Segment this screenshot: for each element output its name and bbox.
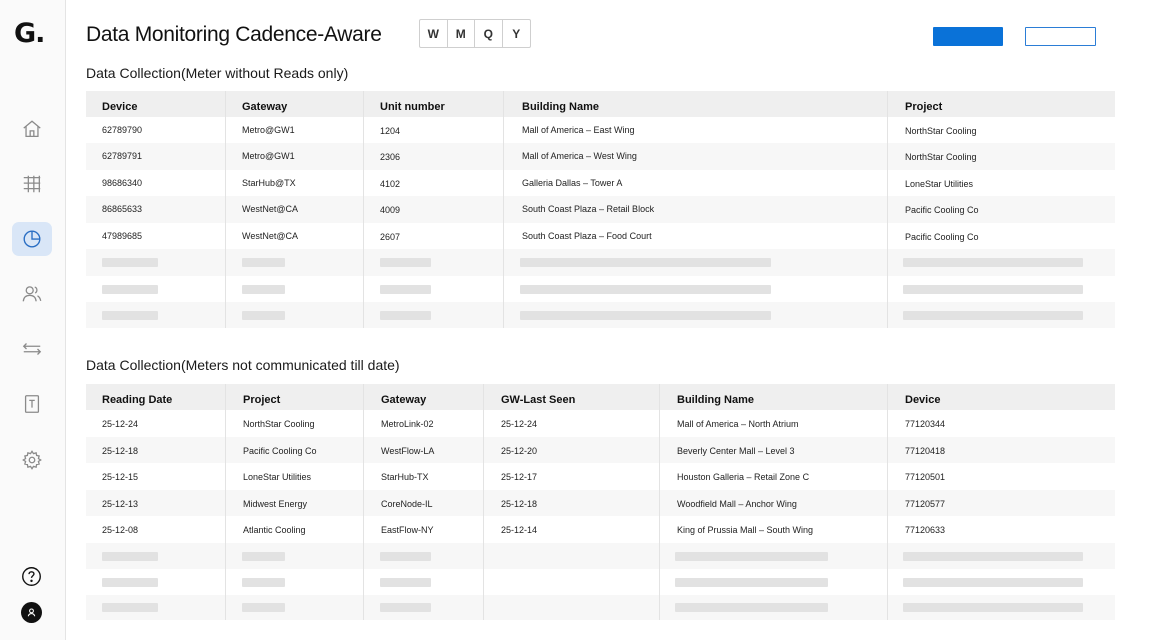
cell-text: 2607 xyxy=(380,232,401,242)
placeholder-cell xyxy=(887,595,1115,620)
placeholder-cell xyxy=(659,595,887,620)
placeholder-cell xyxy=(887,543,1115,569)
cell-text: EastFlow-NY xyxy=(381,525,434,535)
placeholder-cell xyxy=(503,249,887,276)
column-header-label: Gateway xyxy=(381,394,427,406)
table-cell xyxy=(363,143,503,170)
grid-icon[interactable] xyxy=(12,167,52,201)
column-header[interactable] xyxy=(483,384,659,410)
table-header-row xyxy=(86,384,1115,410)
table-cell xyxy=(887,463,1115,490)
placeholder-cell xyxy=(503,276,887,302)
period-month-button[interactable]: M xyxy=(448,20,476,47)
placeholder-row xyxy=(86,543,1115,569)
loading-skeleton xyxy=(520,258,771,267)
cell-text: CoreNode-IL xyxy=(381,499,433,509)
column-header-label: Unit number xyxy=(380,101,445,113)
table-cell xyxy=(225,437,363,463)
placeholder-cell xyxy=(363,543,483,569)
cell-text: 2306 xyxy=(380,152,401,162)
placeholder-row xyxy=(86,302,1115,328)
loading-skeleton xyxy=(102,578,158,587)
cell-text: 4009 xyxy=(380,205,401,215)
placeholder-cell xyxy=(887,302,1115,328)
placeholder-cell xyxy=(225,595,363,620)
loading-skeleton xyxy=(242,311,285,320)
table-cell xyxy=(363,437,483,463)
placeholder-cell xyxy=(225,569,363,595)
pie-chart-icon[interactable] xyxy=(12,222,52,256)
cell-text: Pacific Cooling Co xyxy=(243,446,317,456)
placeholder-row xyxy=(86,249,1115,276)
column-header[interactable] xyxy=(659,384,887,410)
loading-skeleton xyxy=(520,285,771,294)
placeholder-cell xyxy=(225,276,363,302)
column-header[interactable] xyxy=(86,384,225,410)
period-quarter-button[interactable]: Q xyxy=(475,20,503,47)
table-cell xyxy=(86,143,225,170)
table-cell xyxy=(225,463,363,490)
loading-skeleton xyxy=(102,258,158,267)
table-cell xyxy=(363,410,483,437)
table-row[interactable] xyxy=(86,143,1115,170)
placeholder-cell xyxy=(887,249,1115,276)
loading-skeleton xyxy=(903,552,1083,561)
cell-text: Mall of America – East Wing xyxy=(522,125,635,135)
placeholder-cell xyxy=(86,543,225,569)
table-cell xyxy=(225,410,363,437)
cell-text: 4102 xyxy=(380,179,401,189)
table-cell xyxy=(659,516,887,543)
table-cell xyxy=(483,516,659,543)
cell-text: WestNet@CA xyxy=(242,204,298,214)
cell-text: 25-12-08 xyxy=(102,525,139,535)
table-cell xyxy=(86,437,225,463)
column-header-label: Device xyxy=(102,101,138,113)
table-cell xyxy=(225,223,363,249)
cell-text: WestFlow-LA xyxy=(381,446,435,456)
cell-text: South Coast Plaza – Retail Block xyxy=(522,204,655,214)
placeholder-cell xyxy=(225,543,363,569)
cell-text: Mall of America – West Wing xyxy=(522,151,637,161)
secondary-action-button[interactable] xyxy=(1025,27,1096,46)
cell-text: Pacific Cooling Co xyxy=(905,205,979,215)
cell-text: LoneStar Utilities xyxy=(243,472,312,482)
cell-text: Mall of America – North Atrium xyxy=(677,419,799,429)
column-header[interactable] xyxy=(225,91,363,117)
cell-text: Midwest Energy xyxy=(243,499,308,509)
placeholder-row xyxy=(86,276,1115,302)
cell-text: 77120344 xyxy=(905,419,946,429)
column-header-label: Building Name xyxy=(522,101,600,113)
period-week-button[interactable]: W xyxy=(420,20,448,47)
placeholder-cell xyxy=(483,569,659,595)
table-cell xyxy=(483,437,659,463)
placeholder-cell xyxy=(363,302,503,328)
users-icon[interactable] xyxy=(12,277,52,311)
table-cell xyxy=(503,223,887,249)
table-row[interactable] xyxy=(86,516,1115,543)
placeholder-row xyxy=(86,595,1115,620)
table-cell xyxy=(363,170,503,196)
loading-skeleton xyxy=(903,578,1083,587)
table-cell xyxy=(86,196,225,223)
placeholder-cell xyxy=(659,543,887,569)
table-cell xyxy=(86,490,225,516)
cell-text: 77120633 xyxy=(905,525,946,535)
table-cell xyxy=(225,490,363,516)
table-cell xyxy=(659,437,887,463)
table-cell xyxy=(659,410,887,437)
home-icon[interactable] xyxy=(12,112,52,146)
table-cell xyxy=(887,410,1115,437)
placeholder-cell xyxy=(86,276,225,302)
table-cell xyxy=(483,490,659,516)
table-cell xyxy=(887,490,1115,516)
column-header[interactable] xyxy=(86,91,225,117)
table-cell xyxy=(887,516,1115,543)
table-cell xyxy=(483,463,659,490)
avatar[interactable] xyxy=(20,601,43,624)
table-cell xyxy=(363,196,503,223)
table-cell xyxy=(86,117,225,143)
loading-skeleton xyxy=(903,603,1083,612)
placeholder-cell xyxy=(483,595,659,620)
table-cell xyxy=(363,463,483,490)
placeholder-cell xyxy=(86,595,225,620)
loading-skeleton xyxy=(102,603,158,612)
loading-skeleton xyxy=(242,578,285,587)
table1-title: Data Collection(Meter without Reads only) xyxy=(86,65,349,81)
loading-skeleton xyxy=(242,552,285,561)
loading-skeleton xyxy=(675,578,828,587)
cell-text: WestNet@CA xyxy=(242,231,298,241)
cell-text: 77120577 xyxy=(905,499,946,509)
placeholder-cell xyxy=(86,302,225,328)
cell-text: Woodfield Mall – Anchor Wing xyxy=(677,499,797,509)
table-row[interactable] xyxy=(86,223,1115,249)
cell-text: Houston Galleria – Retail Zone C xyxy=(677,472,810,482)
table-row[interactable] xyxy=(86,437,1115,463)
placeholder-cell xyxy=(225,249,363,276)
table-cell xyxy=(225,143,363,170)
cell-text: 47989685 xyxy=(102,231,143,241)
column-header[interactable] xyxy=(363,91,503,117)
placeholder-cell xyxy=(86,569,225,595)
cell-text: Pacific Cooling Co xyxy=(905,232,979,242)
cell-text: NorthStar Cooling xyxy=(243,419,315,429)
cell-text: NorthStar Cooling xyxy=(905,152,977,162)
meters-not-communicated-table xyxy=(86,384,1115,620)
help-icon[interactable] xyxy=(20,565,43,588)
cell-text: 25-12-15 xyxy=(102,472,139,482)
table-cell xyxy=(363,516,483,543)
loading-skeleton xyxy=(675,552,828,561)
table-cell xyxy=(86,223,225,249)
loading-skeleton xyxy=(102,285,158,294)
column-header-label: GW-Last Seen xyxy=(501,394,576,406)
cell-text: LoneStar Utilities xyxy=(905,179,974,189)
placeholder-cell xyxy=(483,543,659,569)
column-header[interactable] xyxy=(887,91,1115,117)
cell-text: 98686340 xyxy=(102,178,143,188)
placeholder-cell xyxy=(363,249,503,276)
placeholder-cell xyxy=(887,276,1115,302)
table-cell xyxy=(86,410,225,437)
cell-text: South Coast Plaza – Food Court xyxy=(522,231,652,241)
table-cell xyxy=(503,170,887,196)
cell-text: 25-12-14 xyxy=(501,525,538,535)
table-row[interactable] xyxy=(86,196,1115,223)
placeholder-cell xyxy=(503,302,887,328)
loading-skeleton xyxy=(903,285,1083,294)
column-header[interactable] xyxy=(503,91,887,117)
cell-text: StarHub@TX xyxy=(242,178,296,188)
loading-skeleton xyxy=(520,311,771,320)
placeholder-cell xyxy=(363,276,503,302)
page-title: Data Monitoring Cadence-Aware xyxy=(86,23,382,46)
table-cell xyxy=(363,223,503,249)
loading-skeleton xyxy=(102,552,158,561)
logo: G. xyxy=(14,18,45,49)
column-header[interactable] xyxy=(225,384,363,410)
table-cell xyxy=(887,170,1115,196)
loading-skeleton xyxy=(380,285,431,294)
table-cell xyxy=(659,463,887,490)
table-cell xyxy=(503,143,887,170)
cell-text: 77120418 xyxy=(905,446,946,456)
placeholder-cell xyxy=(363,595,483,620)
loading-skeleton xyxy=(675,603,828,612)
column-header[interactable] xyxy=(887,384,1115,410)
table-cell xyxy=(887,117,1115,143)
placeholder-cell xyxy=(887,569,1115,595)
table-cell xyxy=(483,410,659,437)
loading-skeleton xyxy=(380,552,431,561)
cell-text: Galleria Dallas – Tower A xyxy=(522,178,623,188)
column-header-label: Gateway xyxy=(242,101,288,113)
cell-text: Atlantic Cooling xyxy=(243,525,306,535)
table-row[interactable] xyxy=(86,410,1115,437)
cell-text: 1204 xyxy=(380,126,401,136)
loading-skeleton xyxy=(903,258,1083,267)
cell-text: 25-12-13 xyxy=(102,499,139,509)
table-cell xyxy=(503,117,887,143)
column-header-label: Reading Date xyxy=(102,394,173,406)
loading-skeleton xyxy=(102,311,158,320)
loading-skeleton xyxy=(380,578,431,587)
loading-skeleton xyxy=(380,311,431,320)
column-header-label: Device xyxy=(905,394,941,406)
loading-skeleton xyxy=(903,311,1083,320)
primary-action-button[interactable] xyxy=(933,27,1003,46)
cell-text: 25-12-24 xyxy=(501,419,538,429)
table-cell xyxy=(86,463,225,490)
cell-text: Beverly Center Mall – Level 3 xyxy=(677,446,795,456)
table-cell xyxy=(363,490,483,516)
cell-text: 25-12-24 xyxy=(102,419,139,429)
placeholder-cell xyxy=(659,569,887,595)
meters-without-reads-table xyxy=(86,91,1115,328)
loading-skeleton xyxy=(242,285,285,294)
period-year-button[interactable]: Y xyxy=(512,26,521,41)
period-toggle xyxy=(419,19,531,48)
cell-text: 62789791 xyxy=(102,151,143,161)
table-cell xyxy=(225,516,363,543)
sidebar xyxy=(0,0,66,640)
gear-icon[interactable] xyxy=(12,443,52,477)
table-cell xyxy=(225,170,363,196)
loading-skeleton xyxy=(380,603,431,612)
table-cell xyxy=(86,170,225,196)
table2-title: Data Collection(Meters not communicated till date) xyxy=(86,357,400,373)
cell-text: 25-12-20 xyxy=(501,446,538,456)
transfer-icon[interactable] xyxy=(12,332,52,366)
cell-text: 25-12-18 xyxy=(501,499,538,509)
table-cell xyxy=(363,117,503,143)
loading-skeleton xyxy=(242,258,285,267)
table-row[interactable] xyxy=(86,463,1115,490)
table-header-row xyxy=(86,91,1115,117)
cell-text: StarHub-TX xyxy=(381,472,429,482)
cell-text: Metro@GW1 xyxy=(242,151,295,161)
table-cell xyxy=(887,143,1115,170)
text-doc-icon[interactable] xyxy=(12,387,52,421)
table-row[interactable] xyxy=(86,170,1115,196)
column-header-label: Project xyxy=(905,101,943,113)
placeholder-cell xyxy=(225,302,363,328)
table-row[interactable] xyxy=(86,117,1115,143)
table-cell xyxy=(887,223,1115,249)
table-cell xyxy=(659,490,887,516)
cell-text: Metro@GW1 xyxy=(242,125,295,135)
cell-text: 86865633 xyxy=(102,204,143,214)
cell-text: MetroLink-02 xyxy=(381,419,434,429)
column-header[interactable] xyxy=(363,384,483,410)
table-cell xyxy=(86,516,225,543)
cell-text: NorthStar Cooling xyxy=(905,126,977,136)
cell-text: King of Prussia Mall – South Wing xyxy=(677,525,814,535)
column-header-label: Project xyxy=(243,394,281,406)
cell-text: 25-12-18 xyxy=(102,446,139,456)
placeholder-cell xyxy=(363,569,483,595)
table-cell xyxy=(887,437,1115,463)
table-row[interactable] xyxy=(86,490,1115,516)
loading-skeleton xyxy=(242,603,285,612)
loading-skeleton xyxy=(380,258,431,267)
table-cell xyxy=(225,117,363,143)
table-cell xyxy=(503,196,887,223)
column-header-label: Building Name xyxy=(677,394,755,406)
cell-text: 62789790 xyxy=(102,125,143,135)
cell-text: 25-12-17 xyxy=(501,472,538,482)
placeholder-row xyxy=(86,569,1115,595)
cell-text: 77120501 xyxy=(905,472,946,482)
placeholder-cell xyxy=(86,249,225,276)
table-cell xyxy=(887,196,1115,223)
table-cell xyxy=(225,196,363,223)
